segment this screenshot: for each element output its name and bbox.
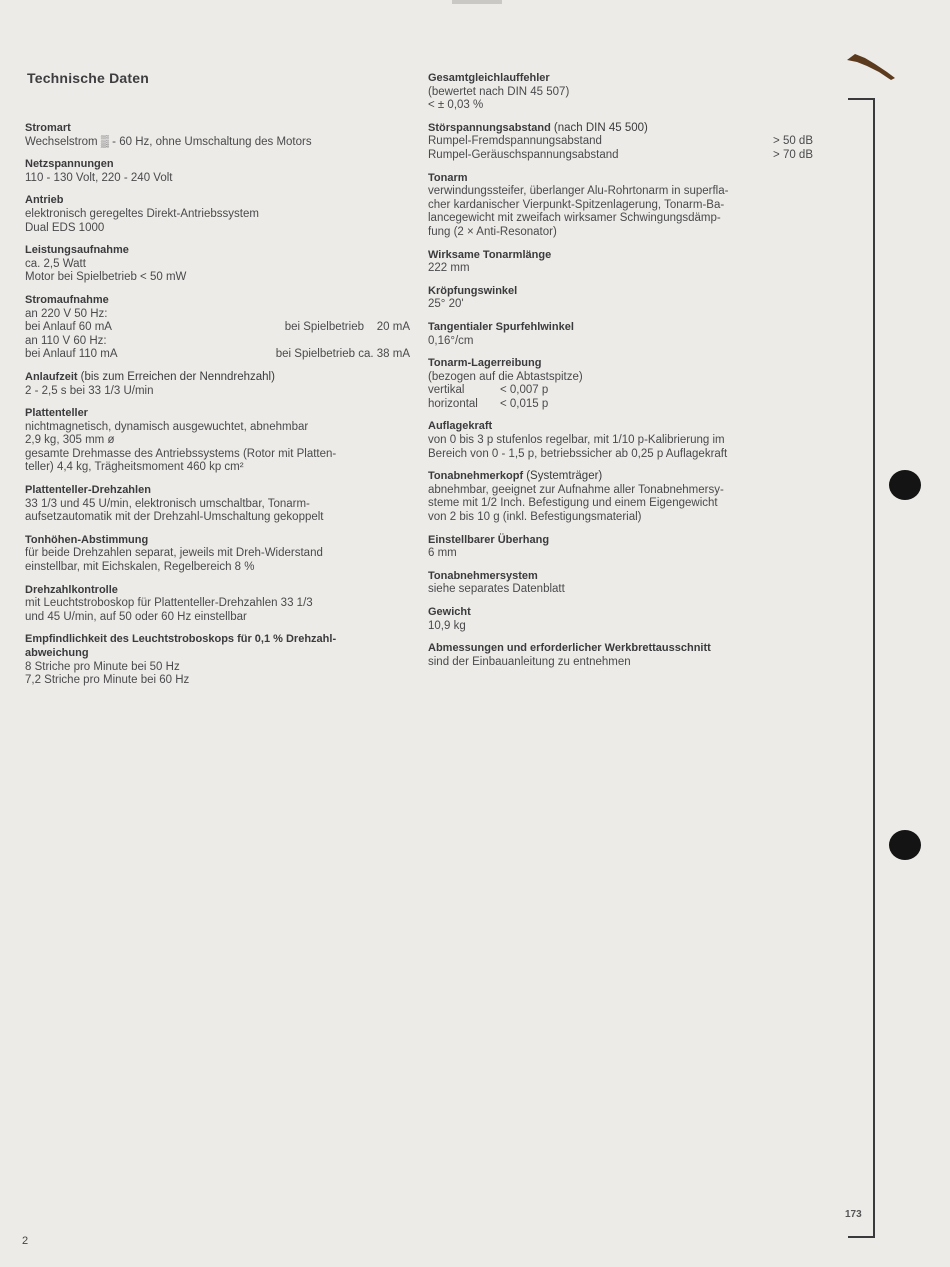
spec-stromaufnahme xyxy=(25,294,410,362)
spec-value: 33 1/3 und 45 U/min, elektronisch umschaltbar, Tonarm- xyxy=(25,497,310,510)
spec-heading: Tonarm-Lagerreibung xyxy=(428,357,542,370)
spec-drehzahlkontrolle xyxy=(25,584,410,625)
punch-hole xyxy=(889,830,921,860)
spec-row-value: > 70 dB xyxy=(773,148,813,161)
spec-antrieb xyxy=(25,194,410,235)
spec-value: verwindungssteifer, überlanger Alu-Rohrtonarm in superfla- xyxy=(428,185,729,198)
binder-bracket-top xyxy=(848,98,875,100)
spec-heading: Stromaufnahme xyxy=(25,293,109,306)
spec-auflagekraft xyxy=(428,420,813,461)
spec-heading: Gesamtgleichlauffehler xyxy=(428,72,550,84)
spec-heading-text: Tonabnehmerkopf xyxy=(428,470,524,483)
spec-value: Dual EDS 1000 xyxy=(25,221,105,234)
spec-row-label: vertikal xyxy=(428,384,465,397)
spec-row-label: bei Anlauf 60 mA xyxy=(25,321,112,334)
spec-value: nichtmagnetisch, dynamisch ausgewuchtet, abnehmbar xyxy=(25,420,309,433)
spec-stromart xyxy=(25,122,410,149)
spec-value: 8 Striche pro Minute bei 50 Hz xyxy=(25,660,180,673)
spec-row-label: Rumpel-Fremdspannungsabstand xyxy=(428,135,602,148)
binder-bracket-bottom xyxy=(848,1236,875,1238)
spec-tonarmlaenge xyxy=(428,249,813,276)
punch-hole xyxy=(889,470,921,500)
spec-value: einstellbar, mit Eichskalen, Regelbereich 8 % xyxy=(25,561,255,574)
spec-value: steme mit 1/2 Inch. Befestigung und einem Eigengewicht xyxy=(428,497,718,510)
spec-heading: Tonhöhen-Abstimmung xyxy=(25,533,149,546)
spec-heading: Plattenteller-Drehzahlen xyxy=(25,484,151,497)
spec-value: (bezogen auf die Abtastspitze) xyxy=(428,370,583,383)
spec-leistungsaufnahme xyxy=(25,244,410,285)
spec-heading: Stromart xyxy=(25,122,71,134)
spec-kroepfung xyxy=(428,285,813,312)
spec-value: mit Leuchtstroboskop für Plattenteller-Drehzahlen 33 1/3 xyxy=(25,597,313,610)
spec-value: 6 mm xyxy=(428,547,457,560)
spec-heading: Wirksame Tonarmlänge xyxy=(428,248,552,261)
spec-value: ca. 2,5 Watt xyxy=(25,257,86,270)
spec-plattenteller xyxy=(25,407,410,475)
spec-heading: Tangentialer Spurfehlwinkel xyxy=(428,320,574,333)
spec-value: sind der Einbauanleitung zu entnehmen xyxy=(428,655,631,668)
spec-value: Bereich von 0 - 1,5 p, betriebssicher ab 0,25 p Auflagekraft xyxy=(428,447,728,460)
spec-heading: Abmessungen und erforderlicher Werkbrettausschnitt xyxy=(428,642,711,655)
spec-heading: Leistungsaufnahme xyxy=(25,244,129,257)
spec-tonhoehe xyxy=(25,534,410,575)
spec-value: von 2 bis 10 g (inkl. Befestigungsmaterial) xyxy=(428,511,642,524)
spec-row-label: horizontal xyxy=(428,397,478,410)
spec-row-value: < 0,007 p xyxy=(500,384,549,397)
spec-value: gesamte Drehmasse des Antriebssystems (Rotor mit Platten- xyxy=(25,447,337,460)
spec-heading-note: (nach DIN 45 500) xyxy=(553,121,648,134)
spec-value: Motor bei Spielbetrieb < 50 mW xyxy=(25,271,187,284)
spec-heading: Empfindlichkeit des Leuchtstroboskops für 0,1 % Drehzahl- xyxy=(25,633,337,646)
spec-heading xyxy=(428,470,813,484)
spec-row-label: bei Anlauf 110 mA xyxy=(25,348,118,361)
spec-tonabnehmersystem xyxy=(428,570,813,597)
spec-value: cher kardanischer Vierpunkt-Spitzenlagerung, Tonarm-Ba- xyxy=(428,198,725,211)
spec-value: aufsetzautomatik mit der Drehzahl-Umschaltung gekoppelt xyxy=(25,511,324,524)
spec-row-value: bei Spielbetrieb ca. 38 mA xyxy=(275,348,410,361)
ink-mark xyxy=(845,48,905,88)
right-column xyxy=(428,72,813,678)
spec-row xyxy=(428,135,813,149)
spec-value: siehe separates Datenblatt xyxy=(428,583,565,596)
spec-value: an 110 V 60 Hz: xyxy=(25,334,107,347)
spec-value: fung (2 × Anti-Resonator) xyxy=(428,225,557,238)
spec-spurfehler xyxy=(428,321,813,348)
spec-value: 7,2 Striche pro Minute bei 60 Hz xyxy=(25,674,190,687)
spec-row-value: bei Spielbetrieb 20 mA xyxy=(284,321,410,334)
spec-netzspannungen xyxy=(25,158,410,185)
spec-gewicht xyxy=(428,606,813,633)
spec-drehzahlen xyxy=(25,484,410,525)
spec-heading xyxy=(25,371,410,385)
spec-heading: Einstellbarer Überhang xyxy=(428,533,550,546)
page-number: 2 xyxy=(22,1235,29,1247)
spec-heading: Tonabnehmersystem xyxy=(428,569,538,582)
spec-value: lancegewicht mit zweifach wirksamer Schwingungsdämp- xyxy=(428,212,721,225)
left-column xyxy=(25,122,410,697)
page-reference: 173 xyxy=(845,1209,862,1220)
spec-heading: Drehzahlkontrolle xyxy=(25,583,118,596)
spec-tonabnehmerkopf xyxy=(428,470,813,524)
spec-abmessungen xyxy=(428,642,813,669)
spec-value: 2,9 kg, 305 mm ø xyxy=(25,434,115,447)
spec-value: 2 - 2,5 s bei 33 1/3 U/min xyxy=(25,384,154,397)
spec-heading-text: Anlaufzeit xyxy=(25,370,78,383)
spec-row-value: < 0,015 p xyxy=(500,397,549,410)
spec-heading-text: Störspannungsabstand xyxy=(428,121,551,134)
spec-heading: Gewicht xyxy=(428,606,471,618)
spec-value: teller) 4,4 kg, Trägheitsmoment 460 kp cm² xyxy=(25,461,244,474)
spec-row-label: Rumpel-Geräuschspannungsabstand xyxy=(428,148,619,161)
spec-stoerspannung xyxy=(428,122,813,163)
spec-heading: Kröpfungswinkel xyxy=(428,284,518,297)
spec-value: 0,16°/cm xyxy=(428,334,474,347)
spec-lagerreibung xyxy=(428,357,813,411)
spec-row xyxy=(25,348,410,362)
spec-value: Wechselstrom ▒ - 60 Hz, ohne Umschaltung des Motors xyxy=(25,135,312,148)
binder-bracket xyxy=(873,98,875,1238)
spec-value: (bewertet nach DIN 45 507) xyxy=(428,85,570,98)
spec-value: 222 mm xyxy=(428,262,470,275)
spec-value: abnehmbar, geeignet zur Aufnahme aller Tonabnehmersy- xyxy=(428,483,724,496)
spec-value: 110 - 130 Volt, 220 - 240 Volt xyxy=(25,171,173,184)
spec-value: für beide Drehzahlen separat, jeweils mit Dreh-Widerstand xyxy=(25,547,323,560)
spec-row xyxy=(428,384,813,398)
spec-ueberhang xyxy=(428,534,813,561)
spec-gleichlauf xyxy=(428,72,813,113)
spec-value: elektronisch geregeltes Direkt-Antriebssystem xyxy=(25,207,259,220)
spec-value: < ± 0,03 % xyxy=(428,99,484,112)
spec-heading: Plattenteller xyxy=(25,407,88,420)
spec-heading: Tonarm xyxy=(428,171,468,184)
spec-heading: Netzspannungen xyxy=(25,158,114,171)
spec-value: von 0 bis 3 p stufenlos regelbar, mit 1/10 p-Kalibrierung im xyxy=(428,434,725,447)
spec-heading-note: (bis zum Erreichen der Nenndrehzahl) xyxy=(80,370,275,383)
spec-heading-note: (Systemträger) xyxy=(526,470,603,483)
spec-heading: abweichung xyxy=(25,647,89,659)
spec-value: und 45 U/min, auf 50 oder 60 Hz einstellbar xyxy=(25,610,247,623)
spec-value: an 220 V 50 Hz: xyxy=(25,307,108,320)
spec-row-value: > 50 dB xyxy=(773,135,813,148)
spec-heading: Auflagekraft xyxy=(428,420,493,433)
spec-tonarm xyxy=(428,172,813,240)
scan-edge-mark xyxy=(452,0,502,4)
spec-row xyxy=(428,149,813,163)
page-title: Technische Daten xyxy=(27,70,149,86)
spec-value: 10,9 kg xyxy=(428,619,466,632)
spec-anlaufzeit xyxy=(25,371,410,398)
spec-value: 25° 20' xyxy=(428,298,464,311)
spec-row xyxy=(25,321,410,335)
spec-row xyxy=(428,398,813,412)
spec-heading: Antrieb xyxy=(25,194,64,207)
spec-heading xyxy=(428,122,813,136)
spec-empfindlichkeit xyxy=(25,633,410,687)
